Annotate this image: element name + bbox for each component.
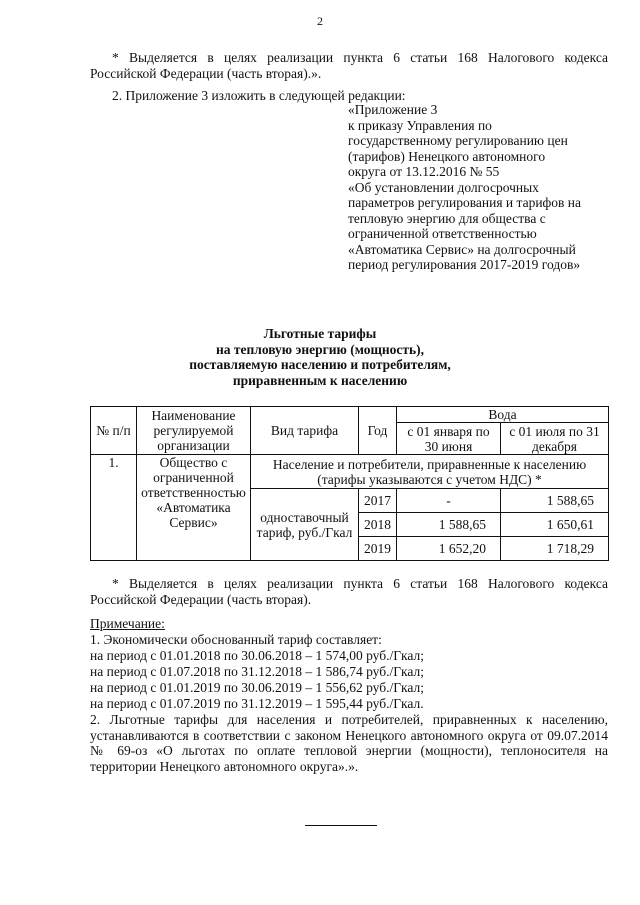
- table-cell-h1: 1 588,65: [397, 513, 501, 537]
- header-period-2: с 01 июля по 31 декабря: [501, 423, 609, 455]
- header-tariff-type: Вид тарифа: [251, 407, 359, 455]
- header-org: Наименование регулируемой организации: [137, 407, 251, 455]
- table-cell-year: 2018: [359, 513, 397, 537]
- title-line: на тепловую энергию (мощность),: [215, 341, 425, 357]
- title-line: Льготные тарифы: [263, 326, 377, 341]
- appendix-line: период регулирования 2017-2019 годов»: [348, 257, 581, 272]
- note-heading: Примечание:: [90, 616, 165, 631]
- note-item-1: 1. Экономически обоснованный тариф составляет:: [90, 632, 382, 647]
- appendix-line: государственному регулированию цен: [348, 133, 568, 148]
- header-water: Вода: [397, 407, 609, 423]
- table-cell-h1: -: [397, 489, 501, 513]
- appendix-line: параметров регулирования и тарифов на: [348, 195, 582, 210]
- table-cell-h2: 1 588,65: [501, 489, 609, 513]
- header-num: № п/п: [91, 407, 137, 455]
- appendix-line: ограниченной ответственностью: [348, 226, 537, 241]
- appendix-line: (тарифов) Ненецкого автономного: [348, 148, 546, 164]
- closing-rule: [305, 825, 377, 826]
- row-number: 1.: [91, 455, 137, 561]
- title-line: приравненным к населению: [232, 372, 408, 388]
- item-2-paragraph: 2. Приложение 3 изложить в следующей редакции:: [112, 88, 406, 103]
- appendix-line: округа от 13.12.2016 № 55: [348, 164, 500, 179]
- appendix-line: тепловую энергию для общества с: [348, 210, 546, 226]
- note-item-2: 2. Льготные тарифы для населения и потребителей, приравненных к населению, устанавливаются в соответствии с законом Ненецкого автономного округа от 09.07.2014 № 69-оз «О льготах по оплате тепловой энергии (мощности), теплоносителя на территории Ненецкого автономного округа».».: [90, 712, 608, 774]
- table-cell-h2: 1 650,61: [501, 513, 609, 537]
- note-period: на период с 01.01.2019 по 30.06.2019 – 1 556,62 руб./Гкал;: [90, 680, 424, 695]
- note-period: на период с 01.07.2018 по 31.12.2018 – 1 586,74 руб./Гкал;: [90, 664, 424, 679]
- appendix-line: «Об установлении долгосрочных: [348, 179, 539, 195]
- footnote-bottom: * Выделяется в целях реализации пункта 6 статьи 168 Налогового кодекса Российской Федерации (часть вторая).: [90, 576, 608, 607]
- organization-name: Общество с ограниченной ответственностью «Автоматика Сервис»: [137, 455, 251, 561]
- consumer-group: Население и потребители, приравненные к населению (тарифы указываются с учетом НДС) *: [251, 455, 609, 489]
- page-number: 2: [317, 14, 323, 28]
- footnote-top: * Выделяется в целях реализации пункта 6 статьи 168 Налогового кодекса Российской Федерации (часть вторая).».: [90, 50, 608, 81]
- table-cell-year: 2019: [359, 537, 397, 561]
- document-title: [0, 326, 640, 388]
- note-period: на период с 01.01.2018 по 30.06.2018 – 1 574,00 руб./Гкал;: [90, 648, 424, 663]
- appendix-line: «Приложение 3: [348, 102, 438, 117]
- appendix-block: [348, 102, 618, 273]
- appendix-line: «Автоматика Сервис» на долгосрочный: [348, 241, 576, 257]
- table-cell-year: 2017: [359, 489, 397, 513]
- table-cell-h2: 1 718,29: [501, 537, 609, 561]
- appendix-line: к приказу Управления по: [348, 117, 492, 133]
- tariff-table: [90, 406, 609, 561]
- note-period: на период с 01.07.2019 по 31.12.2019 – 1 595,44 руб./Гкал.: [90, 696, 424, 711]
- tariff-type: одноставочный тариф, руб./Гкал: [251, 489, 359, 561]
- title-line: поставляемую населению и потребителям,: [189, 357, 451, 372]
- table-cell-h1: 1 652,20: [397, 537, 501, 561]
- header-year: Год: [359, 407, 397, 455]
- header-period-1: с 01 января по 30 июня: [397, 423, 501, 455]
